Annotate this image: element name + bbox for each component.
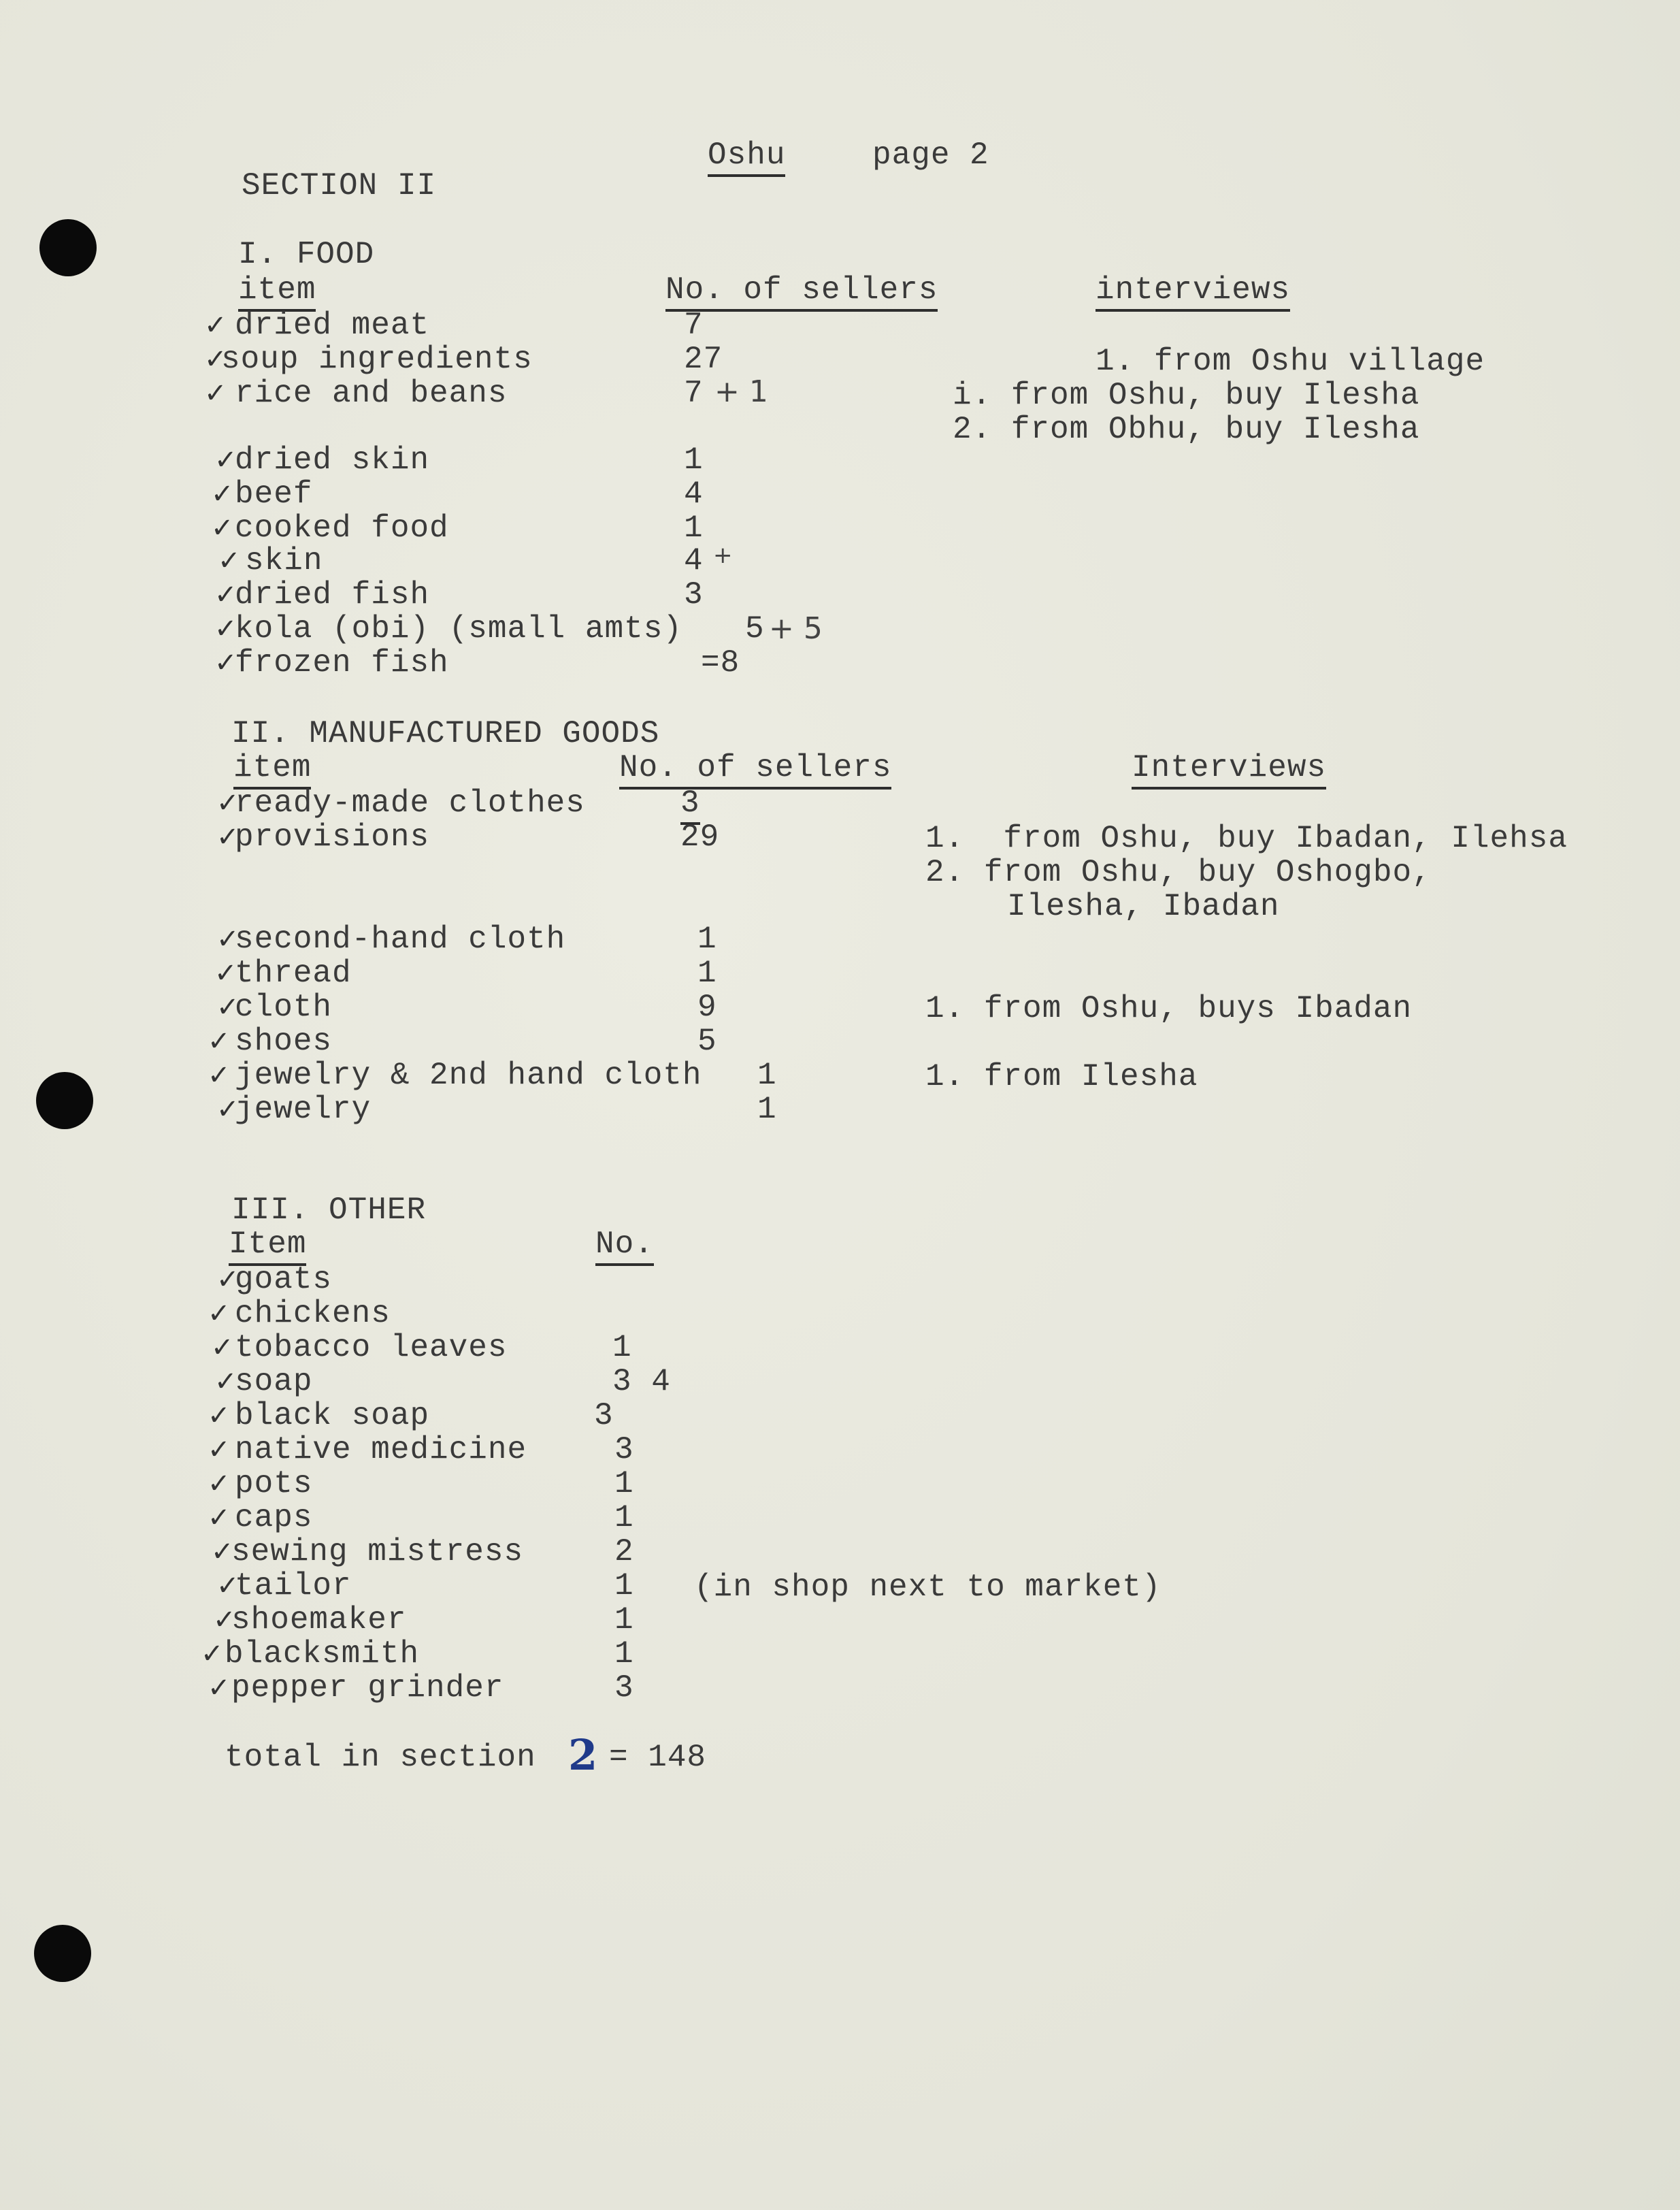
check-mark: ✓ — [208, 1060, 231, 1091]
other-item-count: 1 — [614, 1466, 634, 1501]
other-item-name: shoemaker — [231, 1602, 407, 1638]
check-mark: ✓ — [211, 513, 234, 544]
check-mark: ✓ — [208, 1502, 231, 1533]
total-label: total in section — [225, 1740, 536, 1775]
tailor-note: (in shop next to market) — [694, 1570, 1162, 1605]
food-item-count: 7 — [684, 308, 704, 343]
food-item-count: 27 — [684, 342, 723, 377]
check-mark: ✓ — [216, 992, 240, 1023]
food-heading: I. FOOD — [238, 237, 375, 272]
other-item-name: black soap — [235, 1398, 430, 1433]
page-number: page 2 — [872, 137, 989, 173]
other-item-name: chickens — [235, 1296, 391, 1331]
other-item-count: 1 — [614, 1636, 634, 1672]
food-item-count: 4 — [684, 476, 704, 512]
check-mark: ✓ — [218, 545, 241, 576]
food-item-name: dried meat — [235, 308, 430, 343]
food-item-name: dried skin — [235, 442, 430, 478]
food-interview: 2. from Obhu, buy Ilesha — [953, 412, 1420, 447]
check-mark: ✓ — [208, 1468, 231, 1499]
manufactured-item-name: jewelry & 2nd hand cloth — [235, 1058, 702, 1093]
check-mark: ✓ — [216, 1094, 240, 1125]
check-mark: ✓ — [213, 1604, 236, 1636]
check-mark: ✓ — [204, 310, 227, 341]
other-item-name: tailor — [235, 1568, 352, 1604]
manufactured-item-count: 1 — [697, 922, 717, 957]
check-mark: ✓ — [214, 579, 237, 611]
check-mark: ✓ — [208, 1434, 231, 1465]
other-item-name: pots — [235, 1466, 313, 1501]
manufactured-item-name: provisions — [235, 819, 430, 855]
check-mark: ✓ — [204, 344, 227, 375]
manufactured-item-name: ready-made clothes — [235, 785, 585, 821]
other-item-name: soap — [235, 1364, 313, 1399]
manufactured-item-count: 1 — [697, 956, 717, 991]
food-item-name: skin — [245, 543, 323, 579]
document-title: Oshu — [708, 137, 785, 177]
other-item-count: 3 — [614, 1670, 634, 1706]
food-item-count: 5 — [745, 611, 765, 647]
handwritten-note: + — [713, 542, 733, 569]
check-mark: ✓ — [208, 1026, 231, 1057]
other-item-count: 1 — [612, 1330, 632, 1365]
manufactured-interview: 1. from Oshu, buy Ibadan, Ilehsa — [925, 821, 1568, 856]
check-mark: ✓ — [214, 444, 237, 476]
manufactured-col-item: item — [233, 750, 311, 790]
binder-hole-bottom — [34, 1925, 91, 1982]
manufactured-interview: Ilesha, Ibadan — [1007, 889, 1280, 924]
other-col-no: No. — [595, 1226, 654, 1266]
manufactured-item-count: 9 — [697, 990, 717, 1025]
food-col-sellers: No. of sellers — [665, 272, 938, 312]
check-mark: ✓ — [216, 1570, 240, 1602]
check-mark: ✓ — [211, 478, 234, 510]
food-item-name: beef — [235, 476, 313, 512]
check-mark: ✓ — [214, 1366, 237, 1397]
handwritten-section-number: 2 — [568, 1730, 598, 1780]
manufactured-col-interviews: Interviews — [1132, 750, 1326, 790]
manufactured-item-name: thread — [235, 956, 352, 991]
food-item-name: frozen fish — [235, 645, 449, 681]
manufactured-item-count: 5 — [697, 1024, 717, 1059]
manufactured-item-count: 29 — [680, 819, 720, 855]
other-item-count: 1 — [614, 1602, 634, 1638]
food-col-interviews: interviews — [1096, 272, 1290, 312]
other-item-count: 3 — [614, 1432, 634, 1467]
manufactured-item-count: 1 — [757, 1058, 777, 1093]
check-mark: ✓ — [208, 1400, 231, 1431]
check-mark: ✓ — [216, 1264, 240, 1295]
other-col-item: Item — [229, 1226, 306, 1266]
other-item-count: 3 4 — [612, 1364, 671, 1399]
manufactured-item-count: 1 — [757, 1092, 777, 1127]
check-mark: ✓ — [204, 378, 227, 409]
manufactured-interview: 1. from Oshu, buys Ibadan — [925, 991, 1413, 1026]
manufactured-item-name: jewelry — [235, 1092, 372, 1127]
other-item-name: tobacco leaves — [235, 1330, 508, 1365]
other-item-name: pepper grinder — [231, 1670, 504, 1706]
check-mark: ✓ — [211, 1536, 234, 1567]
manufactured-item-name: shoes — [235, 1024, 333, 1059]
other-item-count: 2 — [614, 1534, 634, 1570]
handwritten-note: + 1 — [714, 374, 768, 409]
food-col-item: item — [238, 272, 316, 312]
other-item-name: blacksmith — [225, 1636, 420, 1672]
food-item-name: dried fish — [235, 577, 430, 613]
other-item-name: sewing mistress — [231, 1534, 524, 1570]
other-item-count: 1 — [614, 1568, 634, 1604]
food-item-count: 1 — [684, 510, 704, 546]
check-mark: ✓ — [216, 924, 240, 955]
check-mark: ✓ — [211, 1332, 234, 1363]
check-mark: ✓ — [208, 1298, 231, 1329]
food-item-name: cooked food — [235, 510, 449, 546]
other-item-name: goats — [235, 1262, 333, 1297]
food-item-count: 3 — [684, 577, 704, 613]
food-item-name: soup ingredients — [221, 342, 533, 377]
food-item-count: 7 — [684, 376, 704, 411]
manufactured-interview: 2. from Oshu, buy Oshogbo, — [925, 855, 1432, 890]
section-heading: SECTION II — [242, 168, 437, 204]
manufactured-interview: 1. from Ilesha — [925, 1059, 1198, 1094]
food-item-name: kola (obi) (small amts) — [235, 611, 682, 647]
other-item-count: 3 — [594, 1398, 614, 1433]
other-item-name: native medicine — [235, 1432, 527, 1467]
check-mark: ✓ — [214, 613, 237, 645]
food-item-count: =8 — [701, 645, 740, 681]
binder-hole-top — [39, 219, 97, 276]
food-interview: 1. from Oshu village — [1096, 344, 1485, 379]
manufactured-item-count: 3 — [680, 785, 700, 825]
handwritten-note: + 5 — [769, 611, 823, 646]
check-mark: ✓ — [216, 787, 240, 819]
manufactured-heading: II. MANUFACTURED GOODS — [231, 716, 660, 751]
manufactured-col-sellers: No. of sellers — [619, 750, 891, 790]
food-interview: i. from Oshu, buy Ilesha — [953, 378, 1420, 413]
food-item-name: rice and beans — [235, 376, 508, 411]
check-mark: ✓ — [214, 958, 237, 989]
manufactured-item-name: second-hand cloth — [235, 922, 566, 957]
check-mark: ✓ — [201, 1638, 224, 1670]
other-heading: III. OTHER — [231, 1192, 427, 1228]
total-value: = 148 — [609, 1740, 707, 1775]
manufactured-item-name: cloth — [235, 990, 333, 1025]
check-mark: ✓ — [216, 822, 240, 853]
food-item-count: 4 — [684, 543, 704, 579]
other-item-name: caps — [235, 1500, 313, 1535]
check-mark: ✓ — [208, 1672, 231, 1704]
binder-hole-middle — [36, 1072, 93, 1129]
check-mark: ✓ — [214, 647, 237, 679]
food-item-count: 1 — [684, 442, 704, 478]
other-item-count: 1 — [614, 1500, 634, 1535]
